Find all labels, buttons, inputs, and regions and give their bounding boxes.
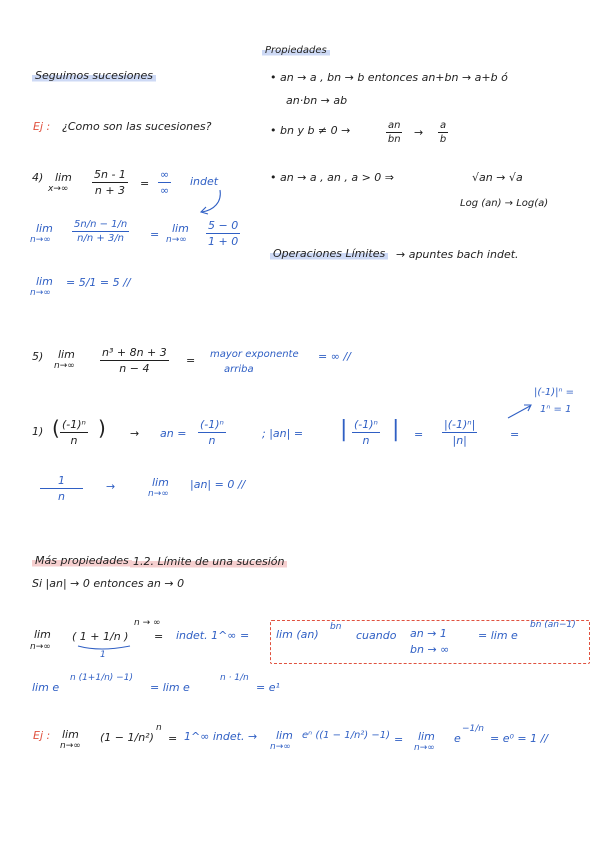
prop-2-frac2-num: a	[440, 120, 447, 131]
prop-2-frac2-den: b	[439, 134, 447, 145]
ex5-frac-den: n − 4	[119, 362, 150, 375]
prop-2-frac1-num: an	[388, 120, 401, 131]
ej2-e-part: eⁿ ((1 − 1/n²) −1)	[302, 730, 391, 741]
prop-3-log: Log (an) → Log(a)	[460, 198, 549, 209]
ex4-frac2-den: n/n + 3/n	[77, 233, 125, 244]
ej2-sub: n→∞	[60, 741, 81, 751]
ej2-e2: e	[454, 732, 461, 745]
lim1inf-lim: lim	[34, 628, 51, 641]
ex1-paren-close: )	[98, 416, 106, 440]
ex1-side-arrow-head	[524, 405, 531, 411]
prop-2-arrow: →	[414, 126, 424, 139]
ej2-final: = e⁰ = 1 //	[490, 732, 549, 745]
mas-line1: Si |an| → 0 entonces an → 0	[32, 577, 185, 590]
ej2-sub2: n→∞	[270, 742, 291, 752]
ex5-note2: arriba	[224, 364, 254, 375]
ex4-eq2: =	[150, 228, 160, 241]
ex1-abs2-den: |n|	[452, 434, 467, 447]
section-heading-text: 1.2. Límite de una sucesión	[130, 555, 287, 568]
ex1-an-frac-num: (-1)ⁿ	[200, 418, 224, 431]
ex1-paren-den: n	[70, 434, 78, 447]
ex1-abs-frac-num: (-1)ⁿ	[354, 418, 378, 431]
ex4-lim2-sub: n→∞	[30, 235, 51, 245]
ex4-number: 4)	[32, 171, 44, 184]
ej2-expr: (1 − 1/n²)	[100, 731, 154, 744]
ex4-lim4: lim	[36, 275, 53, 288]
ej-label: Ej :	[33, 120, 51, 133]
ej2-lim: lim	[62, 728, 79, 741]
ex4-lim: lim	[55, 171, 72, 184]
ex4-inf-num: ∞	[160, 168, 170, 181]
ej2-eq2: =	[394, 733, 404, 746]
ex5-result: = ∞ //	[318, 350, 351, 363]
box-lim: lim (an)	[276, 628, 319, 641]
box-cond1: an → 1	[410, 627, 447, 640]
ex4-frac3-num: 5 − 0	[208, 219, 239, 232]
ex4-inf-den: ∞	[160, 184, 170, 197]
box-cuando: cuando	[356, 629, 397, 642]
ex4-lim3: lim	[172, 222, 189, 235]
prop-1b: an·bn → ab	[286, 94, 348, 107]
ex1-an-eq: an =	[160, 427, 187, 440]
lim1inf-line2-c: = e¹	[256, 681, 280, 694]
ej2-e2-exp: −1/n	[462, 724, 485, 734]
ex1-paren-num: (-1)ⁿ	[62, 418, 86, 431]
prop-2-frac1-den: bn	[387, 134, 401, 145]
mas-heading-text: Más propiedades	[32, 554, 132, 567]
ex4-lim3-sub: n→∞	[166, 235, 187, 245]
ex5-note1: mayor exponente	[210, 349, 299, 360]
box-right-exp: bn (an−1)	[530, 620, 576, 630]
ex4-indet: indet	[190, 175, 219, 188]
ex1-side2: 1ⁿ = 1	[540, 404, 572, 415]
operaciones-text: Operaciones Límites	[270, 247, 388, 260]
ej2-sub3: n→∞	[414, 743, 435, 753]
ej2-eq: =	[168, 732, 178, 745]
ex5-eq: =	[186, 354, 196, 367]
left-heading-text: Seguimos sucesiones	[32, 69, 156, 82]
ex4-frac2-num: 5n/n − 1/n	[74, 219, 128, 230]
box-cond2: bn → ∞	[410, 643, 450, 656]
prop-1-text: an → a , bn → b entonces an+bn → a+b ó	[280, 71, 508, 84]
ex1-one-over-num: 1	[40, 474, 83, 489]
lim1inf-underbrace	[78, 646, 130, 649]
ex5-lim: lim	[58, 348, 75, 361]
prop-2-text: bn y b ≠ 0 →	[280, 124, 351, 137]
ex4-frac-den: n + 3	[94, 184, 126, 197]
lim1inf-exp: n → ∞	[134, 618, 161, 628]
ej2-lim2: lim	[276, 729, 293, 742]
ex4-frac-num: 5n - 1	[94, 168, 126, 181]
lim1inf-line2-exp2: n · 1/n	[220, 673, 249, 683]
lim1inf-sub: n→∞	[30, 642, 51, 652]
ex5-number: 5)	[32, 350, 44, 363]
ex5-frac-num: n³ + 8n + 3	[102, 346, 167, 359]
lim1inf-expr: ( 1 + 1/n )	[72, 630, 129, 643]
ex1-abs-frac-den: n	[362, 434, 370, 447]
ex1-paren-open: (	[52, 416, 60, 440]
ex1-side1: |(-1)|ⁿ =	[534, 387, 575, 398]
prop-3-sqrt: √an → √a	[472, 171, 523, 184]
prop-2-bullet: •	[270, 124, 277, 137]
ex4-result: = 5/1 = 5 //	[66, 276, 131, 289]
ex1-abs-bar-right: |	[392, 417, 400, 442]
ex4-frac3-den: 1 + 0	[208, 235, 239, 248]
lim1inf-eq: =	[154, 630, 164, 643]
ex1-eq2: =	[414, 428, 424, 441]
ex1-side-arrow	[508, 406, 530, 418]
prop-3-text: an → a , an , a > 0 ⇒	[280, 171, 395, 184]
prop-1-bullet: •	[270, 71, 277, 84]
ex4-lim2: lim	[36, 222, 53, 235]
ex1-abs2-num: |(-1)ⁿ|	[444, 418, 476, 431]
ex1-limit-result: |an| = 0 //	[190, 478, 246, 491]
ex1-abs-bar-left: |	[340, 417, 348, 442]
ex1-abs-label: ; |an| =	[262, 427, 304, 440]
ex1-arrow: →	[130, 427, 140, 440]
lim1inf-line2-a: lim e	[32, 681, 60, 694]
page-title-text: Propiedades	[262, 45, 330, 56]
ex1-arrow2: →	[106, 480, 116, 493]
ej2-exp: n	[156, 723, 162, 733]
ex1-number: 1)	[32, 425, 44, 438]
ex1-an-frac-den: n	[208, 434, 216, 447]
box-right: = lim e	[478, 629, 518, 642]
ex1-lim: lim	[152, 476, 169, 489]
ej2-indet: 1^∞ indet. →	[184, 730, 258, 743]
ej2-label: Ej :	[33, 729, 51, 742]
lim1inf-line2-b: = lim e	[150, 681, 190, 694]
prop-3-bullet: •	[270, 171, 277, 184]
ej2-lim3: lim	[418, 730, 435, 743]
ex1-eq3: =	[510, 428, 520, 441]
lim1inf-indet: indet. 1^∞ =	[176, 629, 250, 642]
box-exp: bn	[330, 622, 342, 632]
lim1inf-under: 1	[100, 650, 106, 660]
ex1-lim-sub: n→∞	[148, 489, 169, 499]
ej-question: ¿Como son las sucesiones?	[62, 120, 212, 133]
ex4-lim-sub: x→∞	[48, 184, 69, 194]
ex1-one-over-den: n	[58, 490, 65, 503]
ex5-lim-sub: n→∞	[54, 361, 75, 371]
apuntes-note: → apuntes bach indet.	[396, 248, 519, 261]
lim1inf-line2-exp: n (1+1/n) −1)	[70, 673, 133, 683]
ex4-eq: =	[140, 177, 150, 190]
ex4-lim4-sub: n→∞	[30, 288, 51, 298]
